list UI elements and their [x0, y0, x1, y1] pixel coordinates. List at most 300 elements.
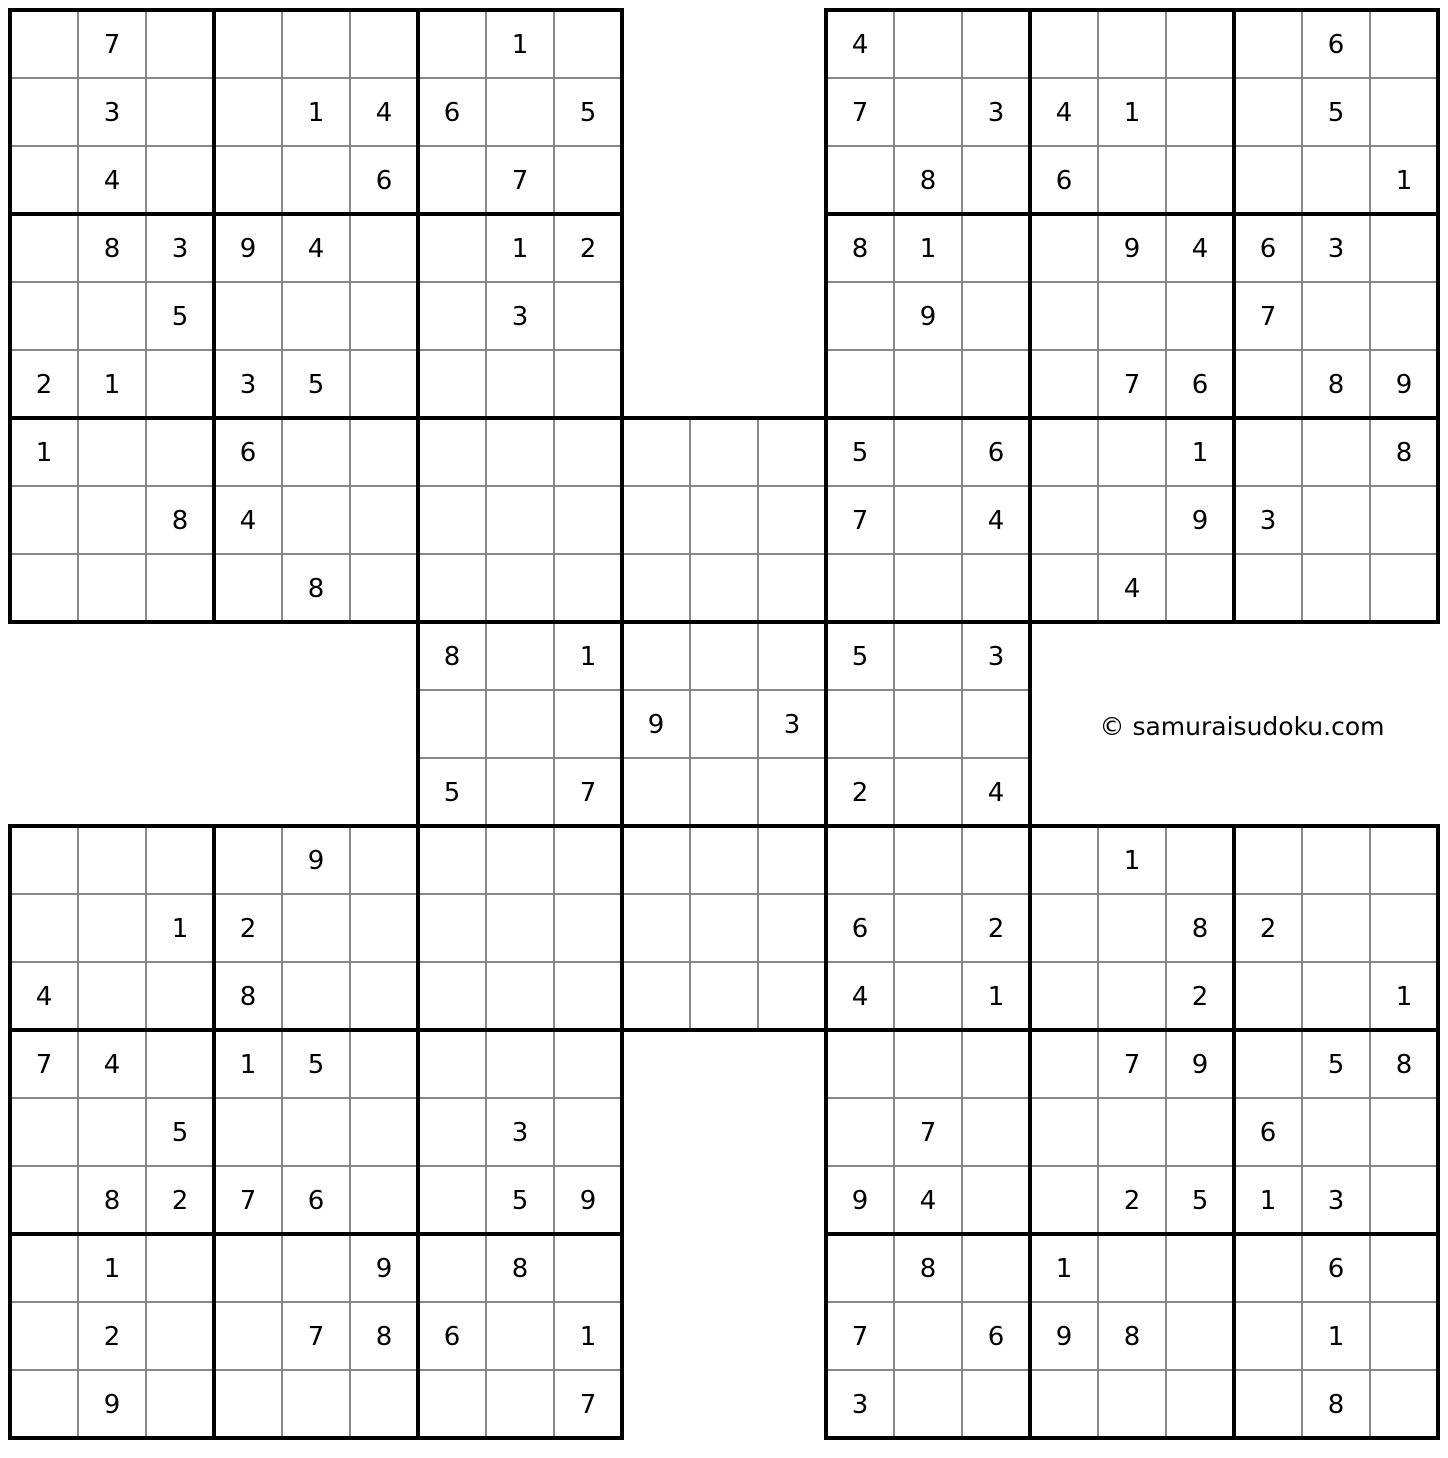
sudoku-cell[interactable] [894, 486, 962, 554]
sudoku-cell[interactable] [622, 894, 690, 962]
sudoku-cell[interactable] [622, 554, 690, 622]
given-digit: 2 [239, 914, 257, 944]
sudoku-cell[interactable] [418, 1166, 486, 1234]
sudoku-cell[interactable] [826, 1234, 894, 1302]
sudoku-cell[interactable] [1370, 826, 1438, 894]
sudoku-cell[interactable] [1098, 1370, 1166, 1438]
sudoku-cell[interactable] [894, 350, 962, 418]
sudoku-cell[interactable] [214, 554, 282, 622]
sudoku-cell[interactable] [690, 826, 758, 894]
sudoku-cell[interactable] [894, 1302, 962, 1370]
sudoku-cell[interactable] [690, 418, 758, 486]
sudoku-cell[interactable] [1166, 1098, 1234, 1166]
given-digit: 4 [851, 30, 869, 60]
sudoku-cell[interactable] [690, 622, 758, 690]
sudoku-cell[interactable] [146, 78, 214, 146]
given-digit: 2 [1191, 982, 1209, 1012]
sudoku-cell[interactable] [826, 554, 894, 622]
sudoku-cell[interactable] [690, 962, 758, 1030]
sudoku-cell[interactable] [78, 1098, 146, 1166]
sudoku-cell[interactable] [418, 214, 486, 282]
given-digit: 1 [919, 234, 937, 264]
sudoku-cell[interactable] [282, 1234, 350, 1302]
sudoku-cell[interactable] [962, 10, 1030, 78]
given-digit: 7 [239, 1186, 257, 1216]
sudoku-cell[interactable] [1302, 554, 1370, 622]
given-digit: 3 [1327, 234, 1345, 264]
sudoku-cell[interactable] [894, 78, 962, 146]
sudoku-cell[interactable] [146, 1370, 214, 1438]
sudoku-cell[interactable] [418, 1030, 486, 1098]
sudoku-cell[interactable] [1370, 554, 1438, 622]
sudoku-cell[interactable] [1370, 282, 1438, 350]
sudoku-cell[interactable] [894, 622, 962, 690]
given-digit: 6 [443, 98, 461, 128]
sudoku-cell[interactable] [554, 486, 622, 554]
sudoku-cell[interactable] [350, 282, 418, 350]
sudoku-cell[interactable] [758, 758, 826, 826]
given-digit: 7 [579, 1390, 597, 1420]
sudoku-cell[interactable] [282, 10, 350, 78]
given-digit: 6 [1259, 234, 1277, 264]
sudoku-cell[interactable] [1098, 418, 1166, 486]
sudoku-cell[interactable] [554, 894, 622, 962]
sudoku-cell[interactable] [146, 962, 214, 1030]
sudoku-cell[interactable] [826, 146, 894, 214]
sudoku-cell[interactable] [282, 1370, 350, 1438]
sudoku-cell[interactable] [1302, 962, 1370, 1030]
sudoku-cell[interactable] [758, 486, 826, 554]
given-digit: 1 [35, 438, 53, 468]
sudoku-cell[interactable] [622, 826, 690, 894]
sudoku-cell[interactable] [554, 1098, 622, 1166]
sudoku-cell[interactable] [350, 962, 418, 1030]
sudoku-cell[interactable] [1166, 78, 1234, 146]
given-digit: 4 [35, 982, 53, 1012]
given-digit: 7 [851, 506, 869, 536]
sudoku-cell[interactable] [214, 282, 282, 350]
sudoku-cell[interactable] [146, 350, 214, 418]
sudoku-cell[interactable] [894, 1030, 962, 1098]
sudoku-cell[interactable] [1234, 350, 1302, 418]
sudoku-cell[interactable] [1302, 1098, 1370, 1166]
given-digit: 1 [511, 30, 529, 60]
sudoku-cell[interactable] [486, 1370, 554, 1438]
sudoku-cell[interactable] [758, 826, 826, 894]
given-digit: 5 [1327, 1050, 1345, 1080]
sudoku-cell[interactable] [214, 1098, 282, 1166]
sudoku-cell[interactable] [758, 554, 826, 622]
sudoku-cell[interactable] [1098, 146, 1166, 214]
sudoku-cell[interactable] [894, 894, 962, 962]
sudoku-cell[interactable] [962, 146, 1030, 214]
sudoku-cell[interactable] [418, 350, 486, 418]
given-digit: 3 [103, 98, 121, 128]
sudoku-cell[interactable] [690, 690, 758, 758]
sudoku-cell[interactable] [350, 350, 418, 418]
sudoku-cell[interactable] [1370, 1166, 1438, 1234]
sudoku-cell[interactable] [1098, 10, 1166, 78]
sudoku-cell[interactable] [826, 282, 894, 350]
sudoku-cell[interactable] [1030, 1030, 1098, 1098]
sudoku-cell[interactable] [758, 894, 826, 962]
sudoku-cell[interactable] [486, 350, 554, 418]
sudoku-cell[interactable] [1030, 1370, 1098, 1438]
sudoku-cell[interactable] [1370, 10, 1438, 78]
sudoku-cell[interactable] [1370, 1234, 1438, 1302]
sudoku-cell[interactable] [10, 1370, 78, 1438]
given-digit: 1 [511, 234, 529, 264]
sudoku-cell[interactable] [1302, 146, 1370, 214]
sudoku-cell[interactable] [1234, 1302, 1302, 1370]
sudoku-cell[interactable] [1098, 962, 1166, 1030]
sudoku-cell[interactable] [962, 1166, 1030, 1234]
given-digit: 7 [919, 1118, 937, 1148]
sudoku-cell[interactable] [10, 894, 78, 962]
sudoku-cell[interactable] [486, 758, 554, 826]
sudoku-cell[interactable] [1166, 146, 1234, 214]
sudoku-cell[interactable] [826, 350, 894, 418]
sudoku-cell[interactable] [554, 418, 622, 486]
given-digit: 5 [579, 98, 597, 128]
sudoku-cell[interactable] [78, 962, 146, 1030]
sudoku-cell[interactable] [146, 554, 214, 622]
sudoku-cell[interactable] [350, 1098, 418, 1166]
sudoku-cell[interactable] [146, 1302, 214, 1370]
sudoku-cell[interactable] [350, 554, 418, 622]
sudoku-cell[interactable] [486, 894, 554, 962]
sudoku-cell[interactable] [1234, 146, 1302, 214]
sudoku-cell[interactable] [10, 10, 78, 78]
sudoku-cell[interactable] [1234, 10, 1302, 78]
given-digit: 4 [375, 98, 393, 128]
sudoku-cell[interactable] [1098, 1234, 1166, 1302]
sudoku-cell[interactable] [554, 146, 622, 214]
sudoku-cell[interactable] [1030, 554, 1098, 622]
sudoku-cell[interactable] [1234, 1370, 1302, 1438]
sudoku-cell[interactable] [350, 418, 418, 486]
sudoku-cell[interactable] [554, 1234, 622, 1302]
sudoku-cell[interactable] [418, 418, 486, 486]
sudoku-cell[interactable] [1098, 486, 1166, 554]
given-digit: 5 [171, 1118, 189, 1148]
sudoku-cell[interactable] [554, 10, 622, 78]
sudoku-cell[interactable] [418, 1370, 486, 1438]
sudoku-cell[interactable] [690, 894, 758, 962]
sudoku-cell[interactable] [1302, 282, 1370, 350]
given-digit: 6 [851, 914, 869, 944]
given-digit: 1 [1123, 846, 1141, 876]
sudoku-cell[interactable] [418, 554, 486, 622]
sudoku-cell[interactable] [1166, 1370, 1234, 1438]
sudoku-cell[interactable] [418, 10, 486, 78]
sudoku-cell[interactable] [78, 282, 146, 350]
sudoku-cell[interactable] [1302, 418, 1370, 486]
sudoku-cell[interactable] [622, 486, 690, 554]
sudoku-cell[interactable] [894, 1370, 962, 1438]
sudoku-cell[interactable] [1030, 1098, 1098, 1166]
given-digit: 5 [1327, 98, 1345, 128]
sudoku-cell[interactable] [214, 78, 282, 146]
sudoku-cell[interactable] [894, 758, 962, 826]
given-digit: 1 [171, 914, 189, 944]
sudoku-cell[interactable] [1030, 826, 1098, 894]
given-digit: 2 [987, 914, 1005, 944]
sudoku-cell[interactable] [146, 146, 214, 214]
sudoku-cell[interactable] [418, 146, 486, 214]
given-digit: 7 [511, 166, 529, 196]
sudoku-cell[interactable] [826, 1098, 894, 1166]
sudoku-cell[interactable] [1234, 1234, 1302, 1302]
sudoku-cell[interactable] [486, 1030, 554, 1098]
sudoku-cell[interactable] [10, 486, 78, 554]
sudoku-cell[interactable] [10, 1234, 78, 1302]
sudoku-cell[interactable] [146, 10, 214, 78]
sudoku-cell[interactable] [146, 826, 214, 894]
sudoku-cell[interactable] [146, 1030, 214, 1098]
sudoku-cell[interactable] [1166, 826, 1234, 894]
sudoku-cell[interactable] [826, 690, 894, 758]
sudoku-cell[interactable] [962, 1030, 1030, 1098]
given-digit: 3 [987, 98, 1005, 128]
sudoku-cell[interactable] [214, 10, 282, 78]
given-digit: 1 [307, 98, 325, 128]
given-digit: 8 [307, 574, 325, 604]
sudoku-cell[interactable] [1370, 78, 1438, 146]
sudoku-cell[interactable] [486, 962, 554, 1030]
sudoku-cell[interactable] [690, 554, 758, 622]
sudoku-cell[interactable] [418, 282, 486, 350]
given-digit: 8 [171, 506, 189, 536]
sudoku-cell[interactable] [962, 826, 1030, 894]
sudoku-cell[interactable] [894, 418, 962, 486]
sudoku-cell[interactable] [78, 554, 146, 622]
sudoku-cell[interactable] [554, 962, 622, 1030]
given-digit: 3 [239, 370, 257, 400]
given-digit: 6 [1191, 370, 1209, 400]
given-digit: 4 [987, 506, 1005, 536]
sudoku-cell[interactable] [758, 418, 826, 486]
sudoku-cell[interactable] [1030, 214, 1098, 282]
sudoku-cell[interactable] [1370, 894, 1438, 962]
sudoku-cell[interactable] [1030, 10, 1098, 78]
sudoku-cell[interactable] [1166, 1302, 1234, 1370]
sudoku-cell[interactable] [554, 1030, 622, 1098]
given-digit: 2 [851, 778, 869, 808]
sudoku-cell[interactable] [894, 10, 962, 78]
given-digit: 1 [1055, 1254, 1073, 1284]
sudoku-cell[interactable] [690, 758, 758, 826]
sudoku-cell[interactable] [1030, 486, 1098, 554]
sudoku-cell[interactable] [146, 418, 214, 486]
sudoku-cell[interactable] [486, 690, 554, 758]
given-digit: 8 [919, 166, 937, 196]
sudoku-cell[interactable] [418, 894, 486, 962]
sudoku-cell[interactable] [1030, 962, 1098, 1030]
sudoku-cell[interactable] [350, 826, 418, 894]
given-digit: 3 [511, 302, 529, 332]
sudoku-cell[interactable] [350, 10, 418, 78]
sudoku-cell[interactable] [214, 1234, 282, 1302]
sudoku-cell[interactable] [418, 690, 486, 758]
sudoku-cell[interactable] [10, 78, 78, 146]
sudoku-cell[interactable] [894, 826, 962, 894]
given-digit: 2 [35, 370, 53, 400]
sudoku-cell[interactable] [418, 1234, 486, 1302]
given-digit: 8 [1191, 914, 1209, 944]
sudoku-cell[interactable] [10, 1166, 78, 1234]
sudoku-cell[interactable] [350, 486, 418, 554]
sudoku-cell[interactable] [1166, 1234, 1234, 1302]
sudoku-cell[interactable] [622, 758, 690, 826]
sudoku-cell[interactable] [1370, 214, 1438, 282]
sudoku-cell[interactable] [1370, 1370, 1438, 1438]
sudoku-cell[interactable] [962, 690, 1030, 758]
sudoku-cell[interactable] [894, 690, 962, 758]
sudoku-cell[interactable] [1166, 554, 1234, 622]
sudoku-cell[interactable] [1030, 282, 1098, 350]
sudoku-cell[interactable] [282, 418, 350, 486]
sudoku-cell[interactable] [418, 486, 486, 554]
sudoku-cell[interactable] [10, 1302, 78, 1370]
sudoku-cell[interactable] [282, 146, 350, 214]
given-digit: 1 [1395, 982, 1413, 1012]
sudoku-cell[interactable] [418, 1098, 486, 1166]
sudoku-cell[interactable] [10, 826, 78, 894]
given-digit: 6 [1259, 1118, 1277, 1148]
sudoku-cell[interactable] [486, 1302, 554, 1370]
sudoku-cell[interactable] [1234, 962, 1302, 1030]
sudoku-cell[interactable] [486, 486, 554, 554]
sudoku-cell[interactable] [10, 214, 78, 282]
sudoku-cell[interactable] [486, 418, 554, 486]
sudoku-cell[interactable] [826, 1030, 894, 1098]
sudoku-cell[interactable] [78, 826, 146, 894]
sudoku-cell[interactable] [486, 78, 554, 146]
sudoku-cell[interactable] [1098, 894, 1166, 962]
sudoku-cell[interactable] [758, 962, 826, 1030]
sudoku-cell[interactable] [350, 1166, 418, 1234]
given-digit: 4 [239, 506, 257, 536]
sudoku-cell[interactable] [418, 826, 486, 894]
copyright-notice: © samuraisudoku.com [1099, 712, 1385, 741]
sudoku-cell[interactable] [1370, 1302, 1438, 1370]
sudoku-cell[interactable] [962, 1098, 1030, 1166]
sudoku-cell[interactable] [1234, 78, 1302, 146]
sudoku-cell[interactable] [486, 622, 554, 690]
sudoku-cell[interactable] [350, 1370, 418, 1438]
sudoku-cell[interactable] [1234, 554, 1302, 622]
sudoku-cell[interactable] [146, 1234, 214, 1302]
given-digit: 5 [307, 370, 325, 400]
sudoku-cell[interactable] [1370, 486, 1438, 554]
sudoku-cell[interactable] [758, 622, 826, 690]
sudoku-cell[interactable] [282, 962, 350, 1030]
sudoku-cell[interactable] [826, 826, 894, 894]
sudoku-cell[interactable] [962, 282, 1030, 350]
given-digit: 1 [1259, 1186, 1277, 1216]
sudoku-cell[interactable] [214, 1302, 282, 1370]
sudoku-cell[interactable] [962, 554, 1030, 622]
sudoku-cell[interactable] [962, 1234, 1030, 1302]
sudoku-cell[interactable] [1098, 282, 1166, 350]
sudoku-cell[interactable] [554, 690, 622, 758]
sudoku-cell[interactable] [486, 554, 554, 622]
sudoku-cell[interactable] [350, 214, 418, 282]
sudoku-cell[interactable] [1370, 1098, 1438, 1166]
sudoku-cell[interactable] [214, 826, 282, 894]
sudoku-cell[interactable] [10, 282, 78, 350]
given-digit: 4 [1055, 98, 1073, 128]
sudoku-cell[interactable] [1302, 486, 1370, 554]
given-digit: 8 [103, 234, 121, 264]
given-digit: 8 [375, 1322, 393, 1352]
sudoku-cell[interactable] [1234, 826, 1302, 894]
given-digit: 9 [307, 846, 325, 876]
given-digit: 6 [1327, 30, 1345, 60]
sudoku-cell[interactable] [554, 350, 622, 418]
given-digit: 4 [1123, 574, 1141, 604]
sudoku-cell[interactable] [554, 554, 622, 622]
sudoku-cell[interactable] [282, 282, 350, 350]
sudoku-cell[interactable] [962, 214, 1030, 282]
given-digit: 9 [1191, 506, 1209, 536]
sudoku-cell[interactable] [894, 554, 962, 622]
sudoku-cell[interactable] [1030, 350, 1098, 418]
given-digit: 6 [307, 1186, 325, 1216]
sudoku-cell[interactable] [10, 146, 78, 214]
sudoku-cell[interactable] [78, 486, 146, 554]
given-digit: 7 [35, 1050, 53, 1080]
sudoku-cell[interactable] [1030, 418, 1098, 486]
sudoku-cell[interactable] [894, 962, 962, 1030]
sudoku-cell[interactable] [1098, 1098, 1166, 1166]
sudoku-cell[interactable] [282, 1098, 350, 1166]
sudoku-cell[interactable] [622, 418, 690, 486]
sudoku-cell[interactable] [962, 350, 1030, 418]
sudoku-cell[interactable] [1302, 826, 1370, 894]
sudoku-cell[interactable] [350, 894, 418, 962]
given-digit: 4 [103, 1050, 121, 1080]
sudoku-cell[interactable] [1234, 418, 1302, 486]
sudoku-cell[interactable] [622, 962, 690, 1030]
sudoku-cell[interactable] [214, 146, 282, 214]
sudoku-cell[interactable] [1302, 894, 1370, 962]
sudoku-cell[interactable] [282, 486, 350, 554]
sudoku-cell[interactable] [350, 1030, 418, 1098]
sudoku-cell[interactable] [690, 486, 758, 554]
sudoku-cell[interactable] [962, 1370, 1030, 1438]
sudoku-cell[interactable] [1166, 10, 1234, 78]
sudoku-cell[interactable] [282, 894, 350, 962]
sudoku-cell[interactable] [10, 1098, 78, 1166]
sudoku-cell[interactable] [554, 826, 622, 894]
given-digit: 1 [987, 982, 1005, 1012]
sudoku-cell[interactable] [418, 962, 486, 1030]
sudoku-cell[interactable] [554, 282, 622, 350]
sudoku-cell[interactable] [1166, 282, 1234, 350]
sudoku-cell[interactable] [78, 894, 146, 962]
sudoku-cell[interactable] [622, 622, 690, 690]
given-digit: 7 [1123, 370, 1141, 400]
sudoku-cell[interactable] [1030, 1166, 1098, 1234]
sudoku-cell[interactable] [214, 1370, 282, 1438]
sudoku-cell[interactable] [78, 418, 146, 486]
sudoku-cell[interactable] [486, 826, 554, 894]
sudoku-cell[interactable] [1234, 1030, 1302, 1098]
sudoku-cell[interactable] [1030, 894, 1098, 962]
sudoku-cell[interactable] [10, 554, 78, 622]
